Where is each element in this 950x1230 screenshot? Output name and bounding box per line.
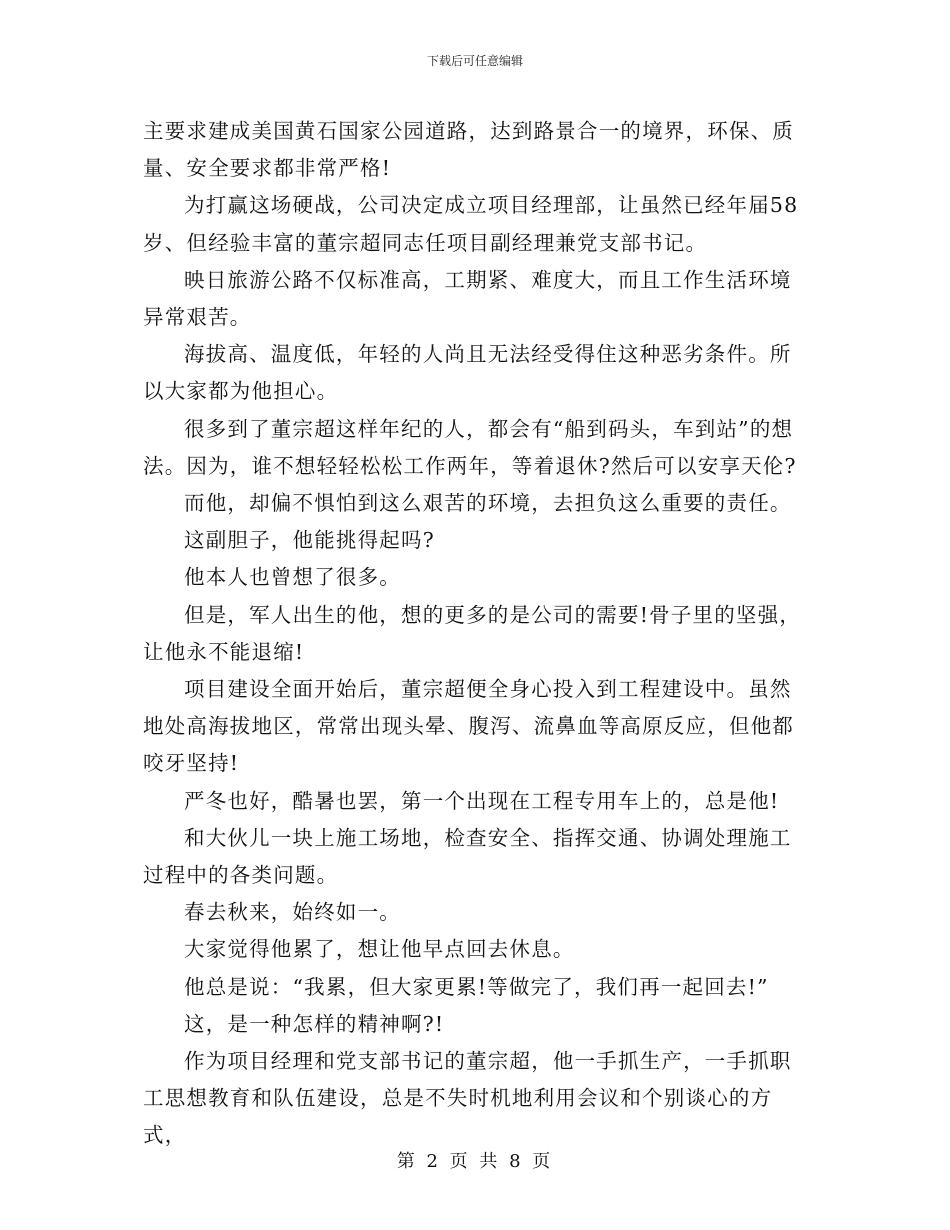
paragraph-4: 海拔高、温度低，年轻的人尚且无法经受得住这种恶劣条件。所以大家都为他担心。 — [143, 342, 792, 404]
paragraph-15: 他总是说：“我累，但大家更累!等做完了，我们再一起回去!” — [184, 974, 769, 999]
paragraph-17: 作为项目经理和党支部书记的董宗超，他一手抓生产，一手抓职工思想教育和队伍建设，总是不失时机地利用会议和个别谈心的方式， — [143, 1049, 792, 1148]
paragraph-3: 映日旅游公路不仅标准高，工期紧、难度大，而且工作生活环境异常艰苦。 — [143, 267, 792, 330]
paragraph-1: 主要求建成美国黄石国家公园道路，达到路景合一的境界，环保、质量、安全要求都非常严格! — [143, 119, 794, 181]
paragraph-16: 这，是一种怎样的精神啊?! — [184, 1011, 445, 1036]
paragraph-8: 他本人也曾想了很多。 — [184, 565, 401, 590]
paragraph-5: 很多到了董宗超这样年纪的人，都会有“船到码头，车到站”的想法。因为，谁不想轻轻松松工作两年，等着退休?然后可以安享天伦? — [143, 416, 797, 478]
page-number: 第 2 页 共 8 页 — [396, 1151, 554, 1172]
paragraph-7: 这副胆子，他能挑得起吗? — [184, 528, 435, 553]
paragraph-9: 但是，军人出生的他，想的更多的是公司的需要!骨子里的坚强，让他永不能退缩! — [143, 602, 802, 664]
paragraph-11: 严冬也好，酷暑也罢，第一个出现在工程专用车上的，总是他! — [184, 788, 780, 813]
paragraph-13: 春去秋来，始终如一。 — [184, 900, 401, 925]
paragraph-10: 项目建设全面开始后，董宗超便全身心投入到工程建设中。虽然地处高海拔地区，常常出现头晕、腹泻、流鼻血等高原反应，但他都咬牙坚持! — [143, 677, 794, 776]
header-note: 下载后可任意编辑 — [426, 54, 523, 68]
document-body — [143, 113, 809, 1155]
paragraph-2: 为打赢这场硬战，公司决定成立项目经理部，让虽然已经年届58岁、但经验丰富的董宗超同志任项目副经理兼党支部书记。 — [143, 193, 799, 255]
paragraph-6: 而他，却偏不惧怕到这么艰苦的环境，去担负这么重要的责任。 — [184, 491, 792, 516]
paragraph-12: 和大伙儿一块上施工场地，检查安全、指挥交通、协调处理施工过程中的各类问题。 — [143, 825, 792, 888]
paragraph-14: 大家觉得他累了，想让他早点回去休息。 — [184, 937, 575, 962]
